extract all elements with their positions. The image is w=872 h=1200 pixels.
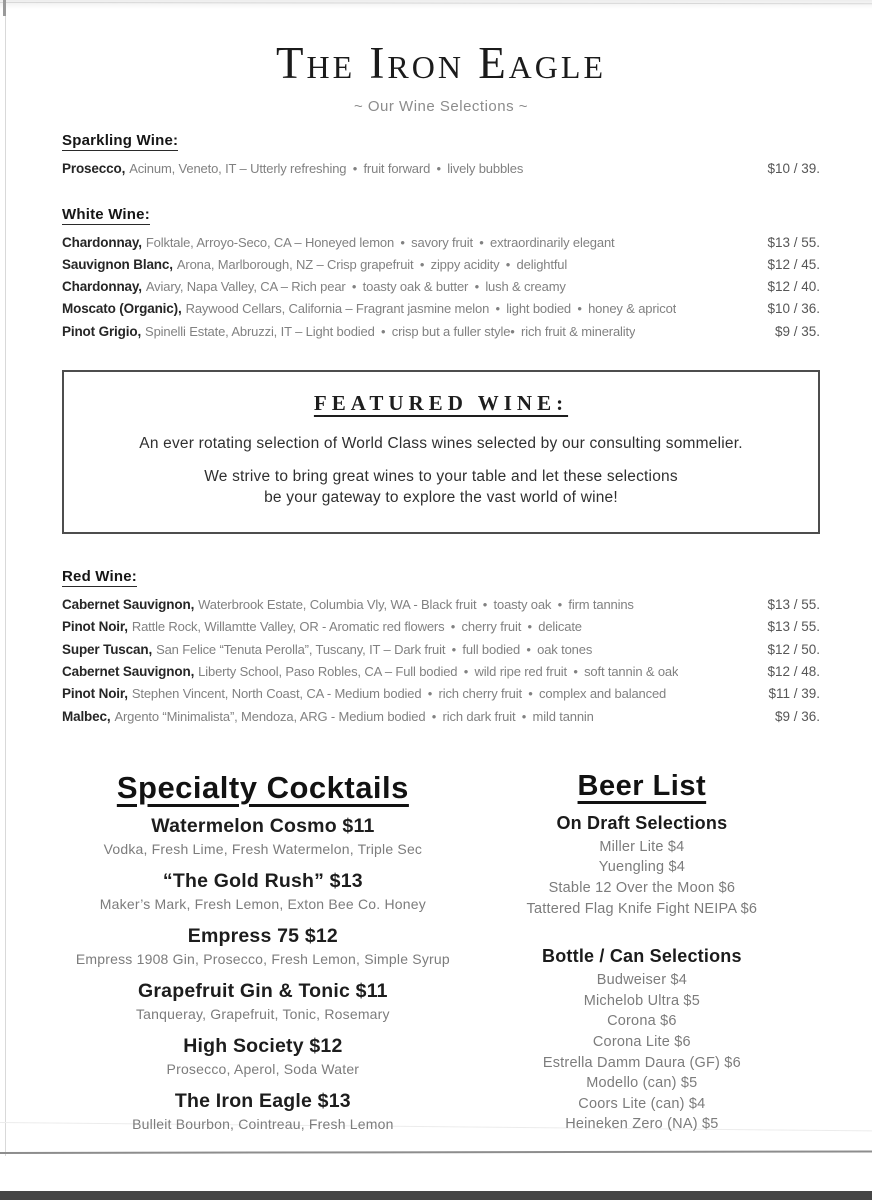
wine-name: Cabernet Sauvignon,: [62, 597, 195, 613]
bottom-columns: [62, 770, 820, 1135]
cocktail-name: The Iron Eagle $13: [174, 1089, 351, 1112]
wine-description: Spinelli Estate, Abruzzi, IT – Light bodied • crisp but a fuller style• rich fruit & minerality: [145, 323, 636, 339]
wine-price: $11 / 39.: [768, 686, 820, 702]
beer-item: Yuengling $4: [598, 859, 685, 876]
wine-text: [62, 683, 666, 705]
beer-list-section: [464, 770, 820, 1135]
wine-text: [62, 639, 592, 661]
specialty-cocktails-section: [62, 770, 464, 1135]
wine-description: Stephen Vincent, North Coast, CA - Medium bodied • rich cherry fruit • complex and balanced: [131, 686, 667, 702]
wine-text: [62, 661, 678, 683]
cocktail-ingredients: Tanqueray, Grapefruit, Tonic, Rosemary: [135, 1005, 390, 1022]
wine-text: [62, 594, 634, 616]
cocktail-item: [62, 925, 464, 967]
wine-price: $9 / 35.: [774, 323, 820, 339]
wine-price: $13 / 55.: [767, 234, 820, 250]
wine-text: [62, 232, 615, 254]
featured-wine-text-line1: An ever rotating selection of World Class wines selected by our consulting sommelier.: [139, 435, 743, 453]
beer-item: Estrella Damm Daura (GF) $6: [542, 1054, 741, 1071]
scan-artifact-scanner-background: [0, 1191, 872, 1200]
wine-price: $10 / 36.: [767, 301, 820, 317]
red-wine-section: [62, 568, 820, 728]
section-heading-white-wine: White Wine:: [62, 205, 150, 223]
wine-name: Pinot Noir,: [62, 619, 128, 635]
cocktail-ingredients: Prosecco, Aperol, Soda Water: [166, 1060, 360, 1077]
beer-item: Coors Lite (can) $4: [578, 1095, 706, 1112]
wine-item: [62, 321, 820, 343]
wine-price: $12 / 45.: [767, 256, 820, 272]
beer-item: Budweiser $4: [596, 972, 687, 989]
wine-text: [62, 616, 582, 638]
wine-item: [62, 683, 820, 705]
wine-description: Liberty School, Paso Robles, CA – Full bodied • wild ripe red fruit • soft tannin & oak: [198, 663, 679, 679]
sparkling-wine-list: [62, 158, 820, 180]
beer-item: Miller Lite $4: [599, 838, 685, 855]
wine-item: [62, 661, 820, 683]
page-title: The Iron Eagle: [276, 38, 606, 88]
bottle-can-beer-list: [464, 970, 820, 1135]
white-wine-list: [62, 232, 820, 343]
wine-price: $10 / 39.: [767, 161, 820, 177]
wine-description: Waterbrook Estate, Columbia Vly, WA - Black fruit • toasty oak • firm tannins: [198, 597, 634, 613]
beer-subheading-bottle-can: Bottle / Can Selections: [542, 946, 742, 967]
menu-subtitle: ~ Our Wine Selections ~: [353, 98, 529, 116]
wine-item: [62, 158, 820, 180]
beer-item: Tattered Flag Knife Fight NEIPA $6: [526, 900, 758, 917]
wine-name: Prosecco,: [62, 161, 126, 177]
wine-description: San Felice “Tenuta Perolla”, Tuscany, IT – Dark fruit • full bodied • oak tones: [156, 641, 593, 657]
wine-text: [62, 158, 523, 180]
section-heading-red-wine: Red Wine:: [62, 568, 137, 586]
section-heading-specialty-cocktails: Specialty Cocktails: [116, 769, 409, 805]
menu-header: [62, 40, 820, 115]
cocktail-name: Watermelon Cosmo $11: [151, 814, 375, 837]
beer-subheading-on-draft: On Draft Selections: [556, 812, 728, 833]
wine-name: Chardonnay,: [62, 234, 142, 250]
cocktail-item: [62, 980, 464, 1022]
cocktail-name: “The Gold Rush” $13: [162, 869, 363, 892]
section-heading-sparkling-wine: Sparkling Wine:: [62, 132, 179, 150]
wine-item: [62, 276, 820, 298]
cocktail-item: [62, 815, 464, 857]
wine-text: [62, 706, 594, 728]
wine-name: Pinot Noir,: [62, 686, 128, 702]
wine-text: [62, 276, 566, 298]
beer-item: Stable 12 Over the Moon $6: [548, 880, 736, 896]
wine-item: [62, 616, 820, 638]
scan-artifact-corner-mark: [3, 0, 6, 16]
beer-item: Heineken Zero (NA) $5: [565, 1116, 719, 1133]
wine-description: Argento “Minimalista”, Mendoza, ARG - Medium bodied • rich dark fruit • mild tannin: [114, 708, 594, 724]
cocktail-ingredients: Vodka, Fresh Lime, Fresh Watermelon, Triple Sec: [103, 840, 423, 857]
wine-description: Folktale, Arroyo-Seco, CA – Honeyed lemon • savory fruit • extraordinarily elegant: [145, 234, 615, 250]
wine-price: $12 / 40.: [767, 279, 820, 295]
wine-description: Raywood Cellars, California – Fragrant jasmine melon • light bodied • honey & apricot: [185, 301, 677, 317]
cocktail-ingredients: Bulleit Bourbon, Cointreau, Fresh Lemon: [132, 1115, 394, 1132]
white-wine-section: [62, 206, 820, 343]
sparkling-wine-section: [62, 132, 820, 180]
featured-wine-text-line2: We strive to bring great wines to your table and let these selections: [204, 468, 678, 486]
menu-content: [62, 40, 820, 1135]
wine-price: $13 / 55.: [767, 597, 820, 613]
wine-text: [62, 321, 635, 343]
wine-name: Chardonnay,: [62, 279, 142, 295]
beer-item: Michelob Ultra $5: [583, 992, 700, 1009]
wine-description: Arona, Marlborough, NZ – Crisp grapefruit • zippy acidity • delightful: [176, 256, 568, 272]
cocktail-ingredients: Empress 1908 Gin, Prosecco, Fresh Lemon, Simple Syrup: [75, 950, 450, 967]
cocktail-item: [62, 1090, 464, 1132]
wine-item: [62, 594, 820, 616]
wine-item: [62, 639, 820, 661]
cocktail-name: Grapefruit Gin & Tonic $11: [138, 979, 388, 1002]
wine-text: [62, 254, 567, 276]
beer-item: Modello (can) $5: [586, 1075, 698, 1092]
wine-description: Aviary, Napa Valley, CA – Rich pear • toasty oak & butter • lush & creamy: [145, 279, 566, 295]
scan-artifact-left-edge: [5, 0, 6, 1156]
wine-name: Cabernet Sauvignon,: [62, 663, 195, 679]
wine-price: $13 / 55.: [767, 619, 820, 635]
featured-wine-box: [62, 370, 820, 534]
wine-name: Malbec,: [62, 708, 111, 724]
scan-artifact-bottom-edge-line: [0, 1150, 872, 1154]
wine-item: [62, 706, 820, 728]
cocktail-name: High Society $12: [183, 1034, 343, 1057]
wine-name: Sauvignon Blanc,: [62, 256, 173, 272]
wine-price: $9 / 36.: [774, 708, 820, 724]
featured-wine-text-line3: be your gateway to explore the vast world of wine!: [264, 489, 618, 507]
wine-name: Pinot Grigio,: [62, 323, 142, 339]
cocktail-item: [62, 870, 464, 912]
wine-price: $12 / 50.: [767, 641, 820, 657]
beer-item: Corona $6: [607, 1013, 677, 1030]
cocktail-name: Empress 75 $12: [187, 924, 338, 947]
wine-item: [62, 254, 820, 276]
wine-price: $12 / 48.: [767, 663, 820, 679]
wine-item: [62, 298, 820, 320]
wine-description: Acinum, Veneto, IT – Utterly refreshing • fruit forward • lively bubbles: [129, 161, 524, 177]
wine-name: Moscato (Organic),: [62, 301, 182, 317]
wine-item: [62, 232, 820, 254]
wine-description: Rattle Rock, Willamtte Valley, OR - Aromatic red flowers • cherry fruit • delicate: [131, 619, 582, 635]
red-wine-list: [62, 594, 820, 728]
wine-text: [62, 298, 676, 320]
cocktail-item: [62, 1035, 464, 1077]
beer-item: Corona Lite $6: [592, 1033, 691, 1050]
wine-name: Super Tuscan,: [62, 641, 153, 657]
draft-beer-list: [464, 837, 820, 919]
featured-wine-heading: FEATURED WINE:: [313, 391, 569, 416]
cocktail-ingredients: Maker’s Mark, Fresh Lemon, Exton Bee Co. Honey: [99, 895, 426, 912]
section-heading-beer-list: Beer List: [577, 769, 707, 802]
